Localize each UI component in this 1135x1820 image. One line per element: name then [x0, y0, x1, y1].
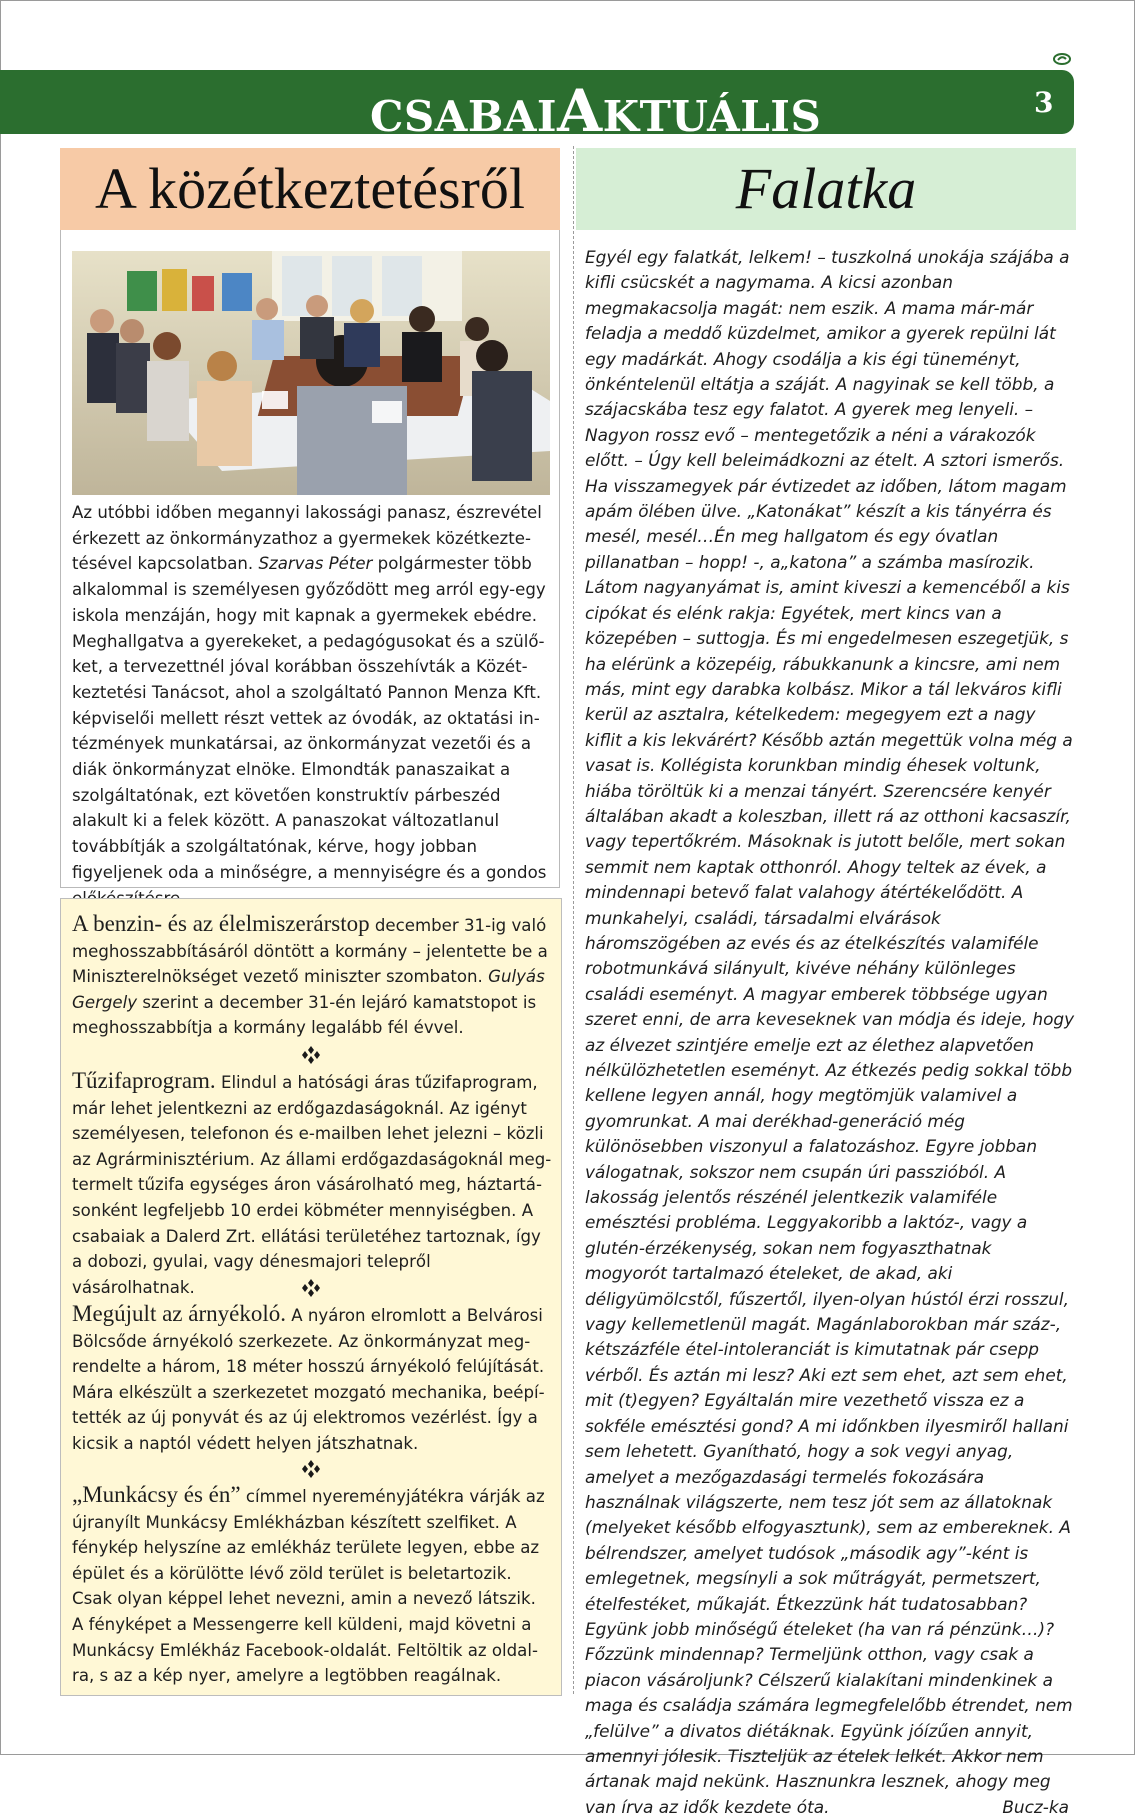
- news-item-lead: „Munkácsy és én”: [72, 1482, 241, 1507]
- page-number: 3: [1034, 86, 1054, 119]
- masthead-big-letter: A: [557, 77, 603, 145]
- news-item-text: december 31-ig való meghosszabbításáról döntött a kormány – jelentette be a Miniszterelnökséget vezető miniszter szombaton.: [72, 916, 548, 987]
- meeting-photo: [72, 251, 550, 495]
- news-item-munkacsy: [72, 1482, 552, 1689]
- news-item-lead: Megújult az árnyékoló.: [72, 1301, 286, 1326]
- news-item-firewood: [72, 1068, 552, 1300]
- column-divider: [573, 146, 574, 1694]
- news-item-lead: A benzin- és az élelmiszerárstop: [72, 911, 370, 936]
- left-article-text-2: polgármester több alkalommal is személyesen győződött meg arról egy-egy iskola menzáján, hogy mit kapnak a gyermekek ebédre. Meghallgatva a gyerekeket, a pedagógusokat és a szülőket, a tervezettnél jóval korábban összehívták a Közétkeztetési Tanácsot, ahol a szolgáltató Pannon Menza Kft. képviselői mellett részt vettek az óvodák, az oktatási intézmények munkatársai, az önkormányzat vezetői és a diák önkormányzat elnöke. Elmondták panaszaikat a szolgáltatónak, ezt követően konstruktív párbeszéd alakult ki a felek között. A panaszokat változatlanul továbbítják a szolgáltatónak, kérve, hogy jobban figyeljenek oda a minőségre, a mennyiségre és a gondos: [72, 554, 547, 882]
- news-item-price-cap: [72, 911, 552, 1041]
- news-item-sunshade: [72, 1301, 552, 1457]
- right-article-body: [585, 245, 1075, 1820]
- news-item-text: A nyáron elromlott a Belvárosi Bölcsőde árnyékoló szerkezete. Az önkormányzat megrendelte a három, 18 méter hosszú árnyékoló felújítását. Mára elkészült a szerkezetet mozgató mechanika, beépítették az új ponyvát és az új elektromos vezérlést. Így a kicsik a naptól védett helyen játszhatnak.: [72, 1306, 545, 1453]
- left-article-heading: A közétkeztetésről: [60, 148, 560, 230]
- mayor-name: Szarvas Péter: [258, 554, 373, 574]
- masthead-title: [370, 77, 822, 145]
- news-item-text: címmel nyereményjátékra várják az újranyílt Munkácsy Emlékházban készített szelfiket. A fénykép helyszíne az emlékház területe legyen, ebbe az épület és a körülötte lévő zöld terület is beletartozik. Csak olyan képpel lehet nevezni, amin a nevező látszik. A fényképet a Messengerre kell küldeni, majd követni a Munkácsy Emlékház Facebook-oldalát. Feltöltik az oldalra, s az a kép nyer, amelyre a legtöbben reagálnak.: [72, 1487, 545, 1686]
- masthead-part1: CSABAI: [370, 92, 558, 141]
- news-item-text: Elindul a hatósági áras tűzifaprogram, már lehet jelentkezni az erdőgazdaságoknál. Az igényt személyesen, telefonon és e-mailben lehet jelezni – közli az Agrárminisztérium. Az állami erdőgazdaságoknál megtermelt tűzifa egységes áron vásárolható meg, háztartásonként legfeljebb 10 erdei köbméter mennyiségben. A csabaiak a Dalerd Zrt. ellátási területéhez tartoznak, így a dobozi, gyulai, vagy dénesmajori telepről vásárolhatnak.: [72, 1073, 552, 1297]
- four-diamond-ornament-icon: [301, 1460, 321, 1478]
- minister-name: Gulyás Gergely: [72, 967, 545, 1012]
- news-item-lead: Tűzifaprogram.: [72, 1068, 216, 1093]
- left-article-body: [72, 500, 552, 911]
- author-signature: Bucz-ka: [1002, 1796, 1069, 1817]
- four-diamond-ornament-icon: [301, 1046, 321, 1064]
- masthead-part2: KTUÁLIS: [602, 92, 822, 141]
- swirl-logo-icon: [1052, 52, 1072, 66]
- right-article-heading: Falatka: [576, 148, 1076, 230]
- left-article-text-1: Az utóbbi időben megannyi lakossági panasz, észrevétel érkezett az önkormányzathoz a gyermekek közétkeztetésével kapcsolatban.: [72, 503, 542, 574]
- right-article-text: Egyél egy falatkát, lelkem! – tuszkolná unokája szájába a kifli csücskét a nagymama. A kicsi azonban megmakacsolja magát: nem eszik. A mama már-már feladja a meddő küzdelmet, amikor a gyerek repülni lát egy madárkát. Ahogy csodálja a kis égi tüneményt, önkéntelenül eltátja a száját. A nagyinak se kell több, a szájacskába tesz egy falatot. A gyerek meg lenyeli. – Nagyon rossz evő – mentegetőzik a néni a várakozók előtt. – Úgy kell beleimádkozni az ételt. A sztori ismerős. Ha visszamegyek pár évtizedet az időben, látom magam apám ölében ülve. „Katonákat” készít a kis tányérra és mesél, mesél…Én meg hallgatom és egy óvatlan pillanatban – hopp! -, a„katona” a számba masírozik. Látom nagyanyámat is, amint kiveszi a kemencéből a kis cipókat és elénk rakja: Egyétek, mert kincs van a közepében – suttogja. És mi engedelmesen eszegetjük, s ha elérünk a közepéig, rábukkanunk a kincsre, ami nem más, mint egy darabka kolbász. Mikor a tál lekváros kifli kerül az asztalra, kételkedem: megegyem ezt a nagy kiflit a kis lekvárért? Később aztán megettük volna még a vasat is. Kollégista korunkban mindig éhesek voltunk, hiába töröltük ki a menzai tányért. Szerencsére kenyér általában akadt a koleszban, illett rá az otthoni kacsaszír, vagy tepertőkrém. Másoknak is jutott belőle, mert sokan semmit nem kaptak otthonról. Ahogy teltek az évek, a mindennapi betevő falat valahogy átértékelődött. A munkahelyi, családi, társadalmi elvárások háromszögében az evés és az ételkészítés valamiféle robotmunkává silányult, kivéve néhány különleges családi eseményt. A magyar emberek többsége ugyan szeret enni, de arra keveseknek van módja és ideje, hogy az élvezet szintjére emelje ezt az élethez alapvetően nélkülözhetetlen eseményt. Az étkezés pedig sokkal több kellene legyen annál, hogy megtömjük valamivel a gyomrunkat. A mai derékhad-generáció még különösebben viszonyul a falatozáshoz. Egyre jobban válogatnak, sokszor nem csupán úri passzióból. A lakosság jelentős részénél jelentkezik valamiféle emésztési probléma. Leggyakoribb a laktóz-, vagy a glutén-érzékenység, sokan nem fogyaszthatnak mogyorót tartalmazó ételeket, de akad, aki déligyümölcstől, fűszertől, ilyen-olyan hústól érzi rosszul, vagy kellemetlenül magát. Magánlaborokban már száz-, kétszázféle étel-intoleranciát is kimutatnak pár csepp vérből. És aztán mi lesz? Aki ezt sem ehet, azt sem ehet, mit (t)egyen? Egyáltalán mire vezethető vissza ez a sokféle emésztési gond? A mi időnkben ilyesmiről hallani sem lehetett. Gyanítható, hogy a sok vegyi anyag, amelyet a mezőgazdasági termelés fokozására használnak világszerte, nem tesz jót sem az állatoknak (melyeket később elfogyasztunk), sem az embereknek. A bélrendszer, amelyet tudósok „második agy”-ként is emlegetnek, megsínyli a sok műtrágyát, permetszert, ételfestéket, műkaját. Étkezzünk hát tudatosabban? Együnk jobb minőségű ételeket (ha van rá pénzünk…)? Főzzünk mindennap? Termeljünk otthon, vagy csak a piacon vásároljunk? Célszerű kialakítani mindenkinek a maga és családja számára legmegfelelőbb étrendet, nem „felülve” a divatos diétáknak. Együnk jóízűen annyit, amennyi jólesik. Tiszteljük az ételek lelkét. Akkor nem ártanak majd nekünk. Hasznunkra lesznek, ahogy meg van írva az idők kezdete óta.: [585, 247, 1075, 1817]
- four-diamond-ornament-icon: [301, 1279, 321, 1297]
- news-item-text: szerint a december 31-én lejáró kamatstopot is meghosszabbítja a kormány legalább fél évvel.: [72, 992, 537, 1038]
